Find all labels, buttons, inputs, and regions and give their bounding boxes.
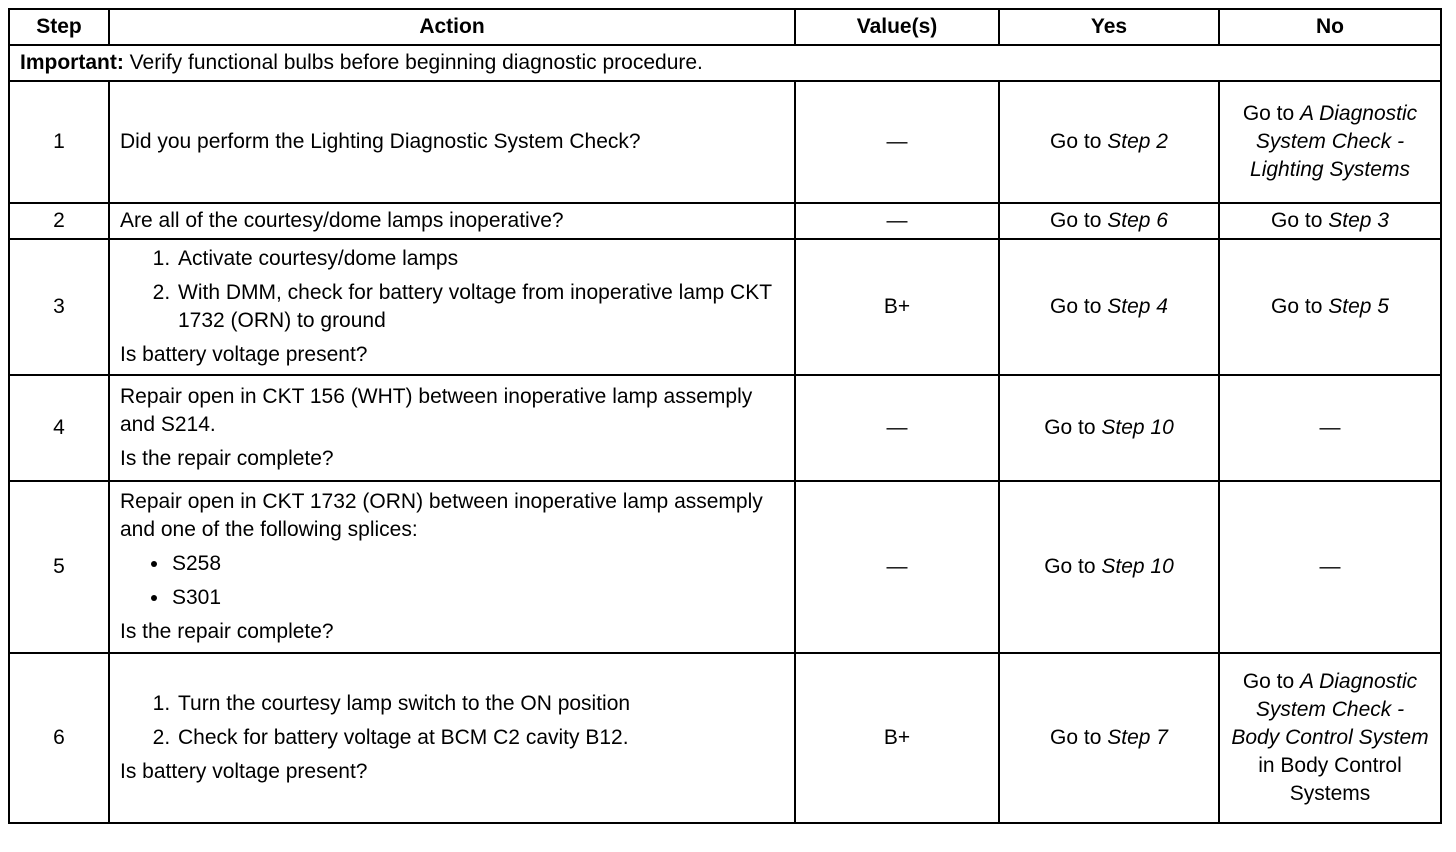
action-list-item: 2. With DMM, check for battery voltage from inoperative lamp CKT 1732 (ORN) to ground <box>176 279 784 335</box>
action-cell <box>109 653 795 823</box>
yes-prefix: Go to <box>1044 555 1102 578</box>
table-row <box>9 481 1441 653</box>
splice-list <box>120 550 784 612</box>
diagnostic-table <box>8 8 1442 824</box>
action-cell <box>109 239 795 375</box>
yes-cell[interactable] <box>999 653 1219 823</box>
table-row <box>9 375 1441 481</box>
no-cell[interactable] <box>1219 203 1441 239</box>
action-list <box>120 690 784 752</box>
yes-link[interactable]: Step 6 <box>1107 209 1168 232</box>
step-number: 1 <box>9 81 109 203</box>
step-number: 6 <box>9 653 109 823</box>
value-cell: — <box>795 481 999 653</box>
table-row <box>9 239 1441 375</box>
no-cell: — <box>1219 375 1441 481</box>
action-cell <box>109 375 795 481</box>
value-cell: B+ <box>795 239 999 375</box>
no-link[interactable]: A Diagnostic System Check - Lighting Systems <box>1250 102 1418 181</box>
step-number: 2 <box>9 203 109 239</box>
action-question: Is the repair complete? <box>120 620 334 643</box>
action-question: Is battery voltage present? <box>120 343 368 366</box>
important-text: Verify functional bulbs before beginning diagnostic procedure. <box>123 51 703 74</box>
yes-cell[interactable] <box>999 481 1219 653</box>
no-prefix: Go to <box>1271 209 1329 232</box>
yes-link[interactable]: Step 7 <box>1107 726 1168 749</box>
yes-cell[interactable] <box>999 375 1219 481</box>
table-row <box>9 81 1441 203</box>
table-row <box>9 653 1441 823</box>
value-cell: — <box>795 203 999 239</box>
yes-prefix: Go to <box>1050 295 1108 318</box>
action-list-item: 1. Activate courtesy/dome lamps <box>176 245 784 273</box>
action-cell <box>109 481 795 653</box>
no-suffix: in Body Control Systems <box>1258 754 1402 805</box>
action-cell <box>109 203 795 239</box>
action-question: Is battery voltage present? <box>120 760 368 783</box>
no-link[interactable]: A Diagnostic System Check - Body Control System <box>1231 670 1429 749</box>
step-number: 4 <box>9 375 109 481</box>
action-question: Is the repair complete? <box>120 447 334 470</box>
splice-item: • S258 <box>170 550 784 578</box>
important-label: Important: <box>20 51 124 74</box>
no-cell[interactable] <box>1219 81 1441 203</box>
no-cell[interactable] <box>1219 239 1441 375</box>
table-row <box>9 203 1441 239</box>
yes-prefix: Go to <box>1050 726 1108 749</box>
step-number: 3 <box>9 239 109 375</box>
header-yes: Yes <box>999 9 1219 45</box>
action-list-item: 1. Turn the courtesy lamp switch to the ON position <box>176 690 784 718</box>
important-row <box>9 45 1441 81</box>
no-prefix: Go to <box>1242 670 1301 693</box>
action-list-item: 2. Check for battery voltage at BCM C2 cavity B12. <box>176 724 784 752</box>
important-note <box>9 45 1441 81</box>
yes-link[interactable]: Step 4 <box>1107 295 1168 318</box>
splice-item: • S301 <box>170 584 784 612</box>
action-cell <box>109 81 795 203</box>
no-cell: — <box>1219 481 1441 653</box>
action-text: Repair open in CKT 1732 (ORN) between inoperative lamp assemply and one of the following splices: <box>120 490 763 541</box>
no-prefix: Go to <box>1242 102 1301 125</box>
header-row <box>9 9 1441 45</box>
action-text: Did you perform the Lighting Diagnostic System Check? <box>120 130 641 153</box>
value-cell: — <box>795 375 999 481</box>
no-prefix: Go to <box>1271 295 1329 318</box>
yes-link[interactable]: Step 10 <box>1101 416 1174 439</box>
yes-cell[interactable] <box>999 81 1219 203</box>
header-values: Value(s) <box>795 9 999 45</box>
step-number: 5 <box>9 481 109 653</box>
action-text: Are all of the courtesy/dome lamps inoperative? <box>120 209 564 232</box>
action-text: Repair open in CKT 156 (WHT) between inoperative lamp assemply and S214. <box>120 385 753 436</box>
yes-cell[interactable] <box>999 239 1219 375</box>
no-link[interactable]: Step 5 <box>1328 295 1389 318</box>
value-cell: — <box>795 81 999 203</box>
no-link[interactable]: Step 3 <box>1328 209 1389 232</box>
yes-prefix: Go to <box>1044 416 1102 439</box>
header-no: No <box>1219 9 1441 45</box>
yes-link[interactable]: Step 2 <box>1107 130 1168 153</box>
yes-prefix: Go to <box>1050 130 1108 153</box>
yes-cell[interactable] <box>999 203 1219 239</box>
no-cell[interactable] <box>1219 653 1441 823</box>
yes-prefix: Go to <box>1050 209 1108 232</box>
header-step: Step <box>9 9 109 45</box>
header-action: Action <box>109 9 795 45</box>
yes-link[interactable]: Step 10 <box>1101 555 1174 578</box>
action-list <box>120 245 784 335</box>
value-cell: B+ <box>795 653 999 823</box>
